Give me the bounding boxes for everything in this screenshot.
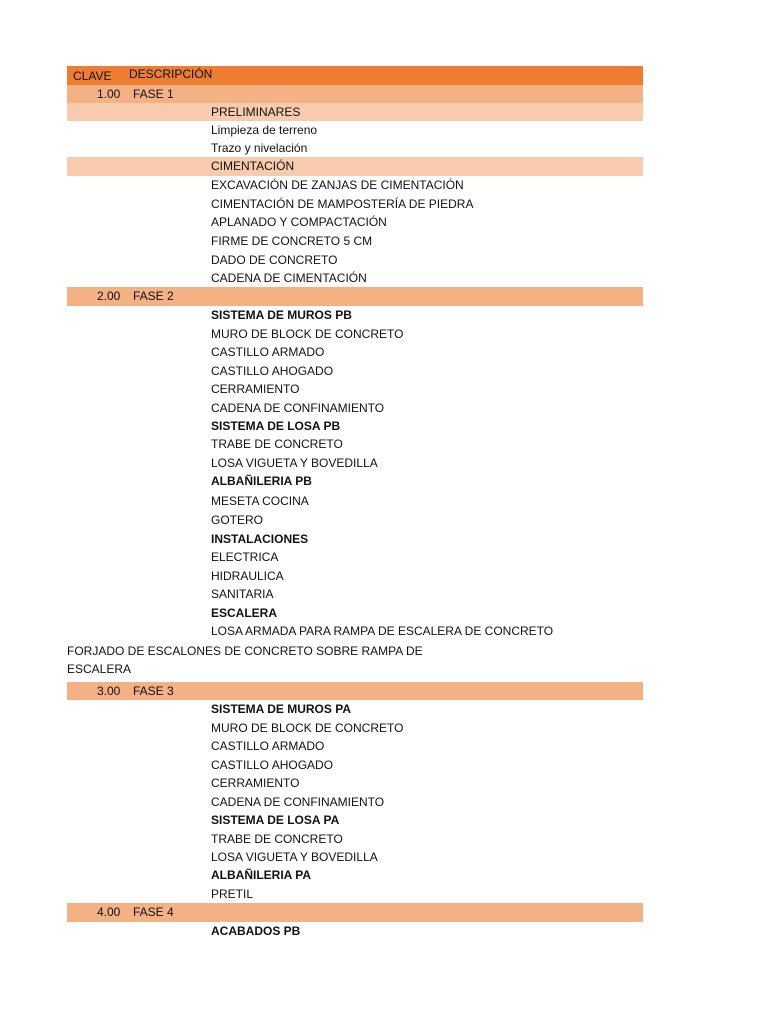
table-row (67, 213, 643, 232)
item-label: CERRAMIENTO (211, 382, 300, 396)
section-row (67, 157, 643, 176)
phase-number: 2.00 (97, 289, 121, 303)
phase-number: 4.00 (97, 905, 121, 919)
item-label: FORJADO DE ESCALONES DE CONCRETO SOBRE RAMPA DE ESCALERA (67, 644, 423, 676)
table-row (67, 232, 643, 251)
phase-number: 3.00 (97, 684, 121, 698)
phase-row (67, 85, 643, 103)
table-row (67, 417, 643, 435)
table-row (67, 622, 643, 642)
table-row (67, 774, 643, 793)
subsection-label: INSTALACIONES (211, 532, 309, 546)
table-row (67, 362, 643, 380)
table-row (67, 922, 643, 941)
item-label: CADENA DE CONFINAMIENTO (211, 401, 385, 415)
item-label: Trazo y nivelación (211, 141, 308, 155)
phase-number: 1.00 (97, 87, 121, 101)
table-row (67, 343, 643, 362)
table-row (67, 585, 643, 604)
item-label: ELECTRICA (211, 550, 279, 564)
table-row (67, 811, 643, 830)
table-row (67, 492, 643, 511)
table-row (67, 139, 643, 157)
table-row (67, 435, 643, 454)
phase-label: FASE 2 (133, 289, 174, 303)
item-label: CIMENTACIÓN DE MAMPOSTERÍA DE PIEDRA (211, 197, 474, 211)
table-row (67, 121, 643, 139)
table-row (67, 604, 643, 622)
table-row (67, 176, 643, 195)
item-label: CASTILLO ARMADO (211, 345, 325, 359)
item-label: CASTILLO AHOGADO (211, 364, 334, 378)
spreadsheet-table (67, 66, 643, 941)
table-row (67, 306, 643, 325)
item-label: CASTILLO ARMADO (211, 739, 325, 753)
item-label: GOTERO (211, 513, 264, 527)
item-label: MESETA COCINA (211, 494, 309, 508)
phase-label: FASE 4 (133, 905, 174, 919)
table-row (67, 830, 643, 848)
subsection-label: SISTEMA DE MUROS PA (211, 702, 352, 716)
subsection-label: ESCALERA (211, 606, 278, 620)
item-label: LOSA VIGUETA Y BOVEDILLA (211, 850, 378, 864)
table-row (67, 530, 643, 548)
subsection-label: SISTEMA DE LOSA PA (211, 813, 340, 827)
table-row (67, 472, 643, 492)
item-label: HIDRAULICA (211, 569, 284, 583)
item-label: LOSA ARMADA PARA RAMPA DE ESCALERA DE CONCRETO (211, 624, 554, 638)
table-row (67, 380, 643, 399)
table-row (67, 548, 643, 567)
table-row (67, 195, 643, 213)
subsection-label: ACABADOS PB (211, 924, 301, 938)
item-label: MURO DE BLOCK DE CONCRETO (211, 327, 404, 341)
header-clave: CLAVE (73, 69, 112, 83)
section-row (67, 103, 643, 121)
table-row (67, 737, 643, 756)
section-label: CIMENTACIÓN (211, 159, 295, 173)
item-label: CADENA DE CONFINAMIENTO (211, 795, 385, 809)
table-row (67, 399, 643, 417)
subsection-label: SISTEMA DE MUROS PB (211, 308, 352, 322)
item-label: MURO DE BLOCK DE CONCRETO (211, 721, 404, 735)
table-row (67, 700, 643, 719)
table-row (67, 567, 643, 585)
item-label: TRABE DE CONCRETO (211, 437, 343, 451)
phase-label: FASE 1 (133, 87, 174, 101)
table-row (67, 848, 643, 866)
item-label: EXCAVACIÓN DE ZANJAS DE CIMENTACIÓN (211, 178, 464, 192)
phase-row (67, 682, 643, 700)
item-label: SANITARIA (211, 587, 274, 601)
phase-row (67, 287, 643, 306)
item-label: FIRME DE CONCRETO 5 CM (211, 234, 373, 248)
phase-row (67, 903, 643, 922)
subsection-label: ALBAÑILERIA PA (211, 868, 311, 882)
item-label: PRETIL (211, 887, 254, 901)
phase-label: FASE 3 (133, 684, 174, 698)
subsection-label: SISTEMA DE LOSA PB (211, 419, 341, 433)
table-row (67, 269, 643, 287)
item-label: CADENA DE CIMENTACIÓN (211, 271, 367, 285)
header-descripcion: DESCRIPCIÓN (129, 67, 213, 81)
table-row (67, 885, 643, 903)
item-label: DADO DE CONCRETO (211, 253, 338, 267)
item-label: TRABE DE CONCRETO (211, 832, 343, 846)
table-row (67, 511, 643, 530)
item-label: LOSA VIGUETA Y BOVEDILLA (211, 456, 378, 470)
table-row (67, 325, 643, 343)
table-row (67, 756, 643, 774)
subsection-label: ALBAÑILERIA PB (211, 474, 312, 488)
table-row (67, 719, 643, 737)
item-label: APLANADO Y COMPACTACIÓN (211, 215, 387, 229)
table-row (67, 642, 643, 682)
table-row (67, 454, 643, 472)
item-label: Limpieza de terreno (211, 123, 318, 137)
table-row (67, 866, 643, 885)
table-row (67, 251, 643, 269)
table-body (67, 85, 643, 941)
table-row (67, 793, 643, 811)
header-row (67, 66, 643, 85)
section-label: PRELIMINARES (211, 105, 301, 119)
item-label: CASTILLO AHOGADO (211, 758, 334, 772)
item-label: CERRAMIENTO (211, 776, 300, 790)
